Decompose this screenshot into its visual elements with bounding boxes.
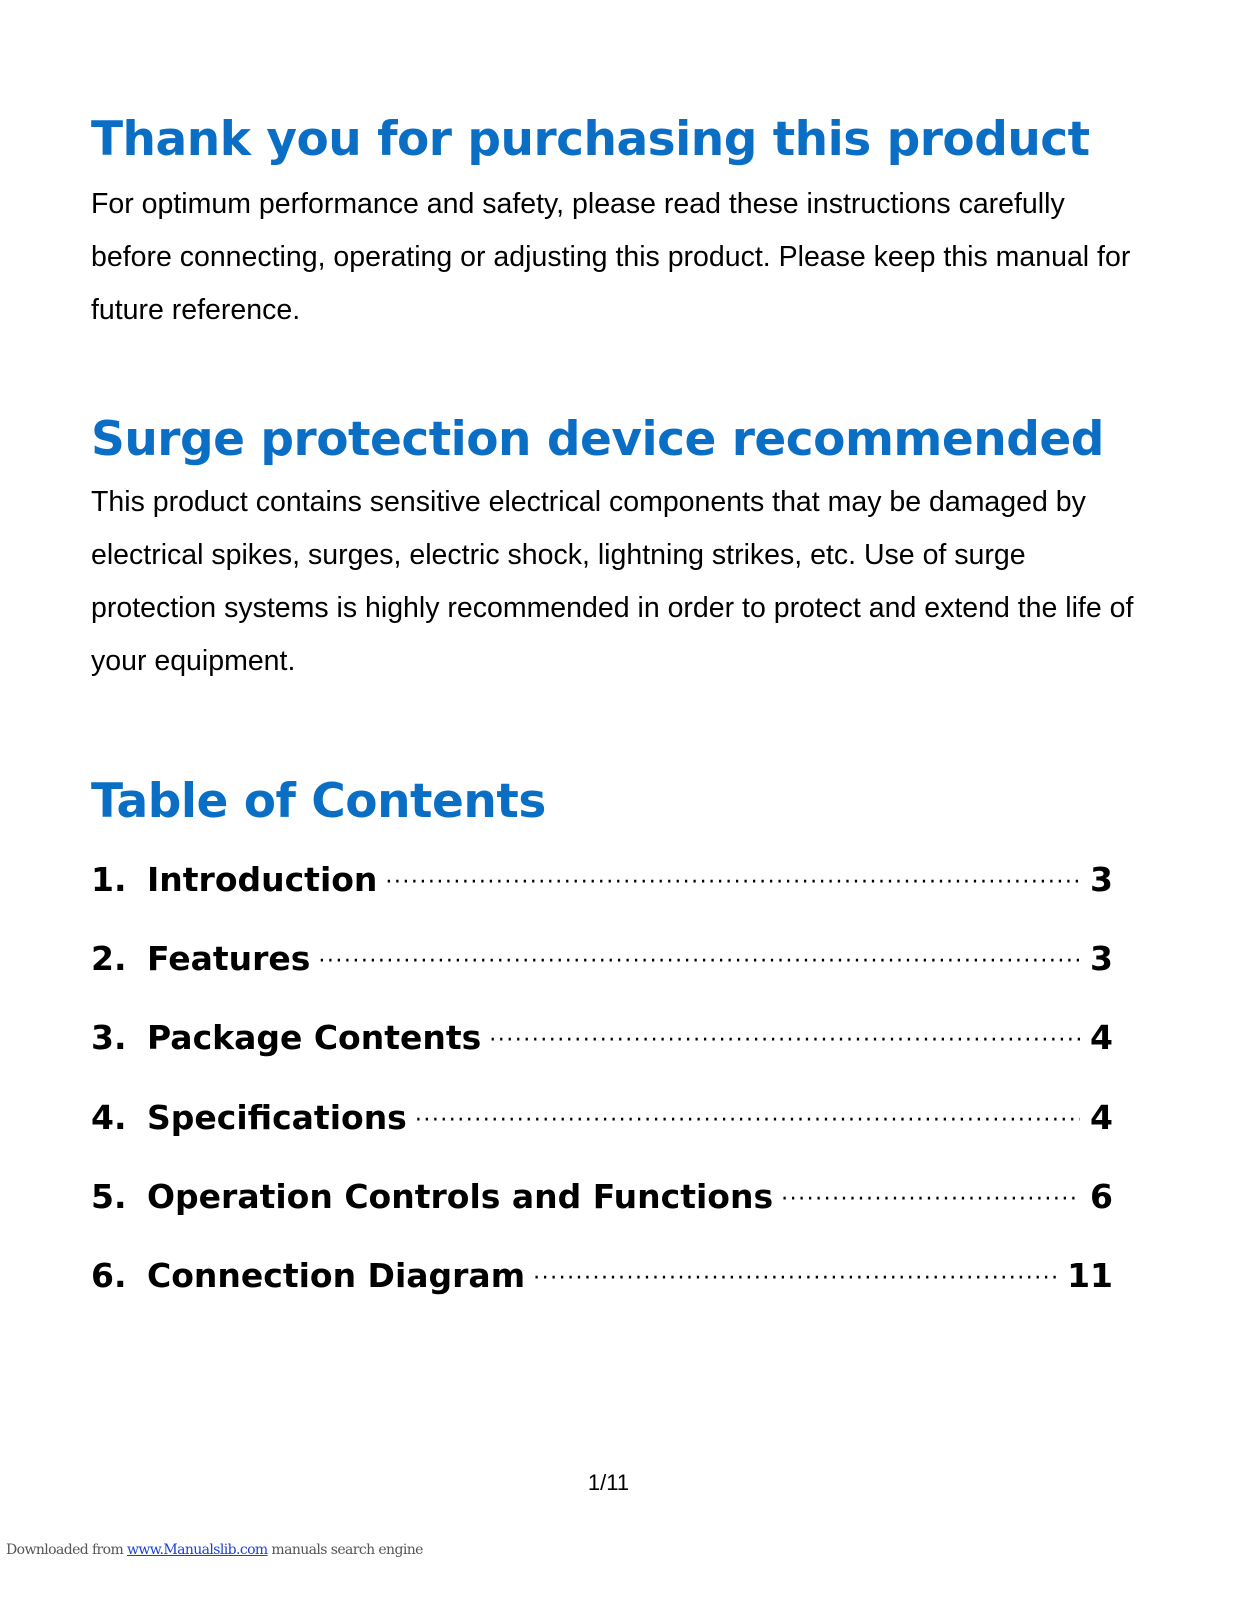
toc-entry-label: Specifications <box>147 1097 407 1137</box>
toc-entry-number: 1. <box>91 860 127 899</box>
toc-entry-specifications[interactable] <box>91 1098 1113 1177</box>
toc-entry-package-contents[interactable] <box>91 1018 1113 1097</box>
table-of-contents-list <box>91 860 1113 1335</box>
toc-entry-label: Features <box>147 939 311 979</box>
toc-entry-connection-diagram[interactable] <box>91 1256 1113 1335</box>
toc-dot-leader <box>781 1187 1080 1212</box>
toc-entry-label: Connection Diagram <box>147 1255 526 1295</box>
toc-entry-number: 5. <box>91 1176 127 1216</box>
manualslib-link[interactable]: www.Manualslib.com <box>127 1542 268 1558</box>
page-number: 1/11 <box>587 1470 630 1495</box>
toc-entry-number: 3. <box>91 1018 127 1058</box>
thank-you-paragraph: For optimum performance and safety, please read these instructions carefully before connecting, operating or adjusting this product. Please keep this manual for future reference. <box>91 188 1131 326</box>
thank-you-heading: Thank you for purchasing this product <box>91 112 1090 167</box>
toc-dot-leader <box>533 1266 1057 1291</box>
toc-entry-number: 2. <box>91 939 127 979</box>
toc-dot-leader <box>318 949 1080 974</box>
toc-entry-page: 3 <box>1090 860 1113 899</box>
toc-dot-leader <box>385 870 1080 895</box>
download-footer <box>6 1542 423 1558</box>
toc-entry-label: Package Contents <box>147 1018 482 1058</box>
toc-entry-introduction[interactable] <box>91 860 1113 939</box>
surge-protection-paragraph: This product contains sensitive electrical components that may be damaged by electrical spikes, surges, electric shock, lightning strikes, etc. Use of surge protection systems is highly recommended in order to protect and extend the life of your equipment. <box>91 486 1134 677</box>
toc-entry-page: 3 <box>1090 939 1113 979</box>
toc-entry-page: 6 <box>1090 1176 1113 1216</box>
toc-entry-number: 4. <box>91 1097 127 1137</box>
toc-entry-label: Operation Controls and Functions <box>147 1176 774 1216</box>
toc-entry-page: 11 <box>1067 1255 1113 1295</box>
footer-prefix: Downloaded from <box>6 1542 127 1558</box>
toc-entry-page: 4 <box>1090 1097 1113 1137</box>
surge-protection-heading: Surge protection device recommended <box>91 412 1104 467</box>
toc-entry-page: 4 <box>1090 1018 1113 1058</box>
toc-entry-number: 6. <box>91 1255 127 1295</box>
toc-entry-label: Introduction <box>147 860 378 899</box>
footer-suffix: manuals search engine <box>267 1542 423 1558</box>
table-of-contents-heading: Table of Contents <box>91 774 546 829</box>
toc-entry-features[interactable] <box>91 939 1113 1018</box>
toc-entry-operation-controls[interactable] <box>91 1177 1113 1256</box>
toc-dot-leader <box>489 1028 1080 1053</box>
toc-dot-leader <box>415 1108 1080 1133</box>
